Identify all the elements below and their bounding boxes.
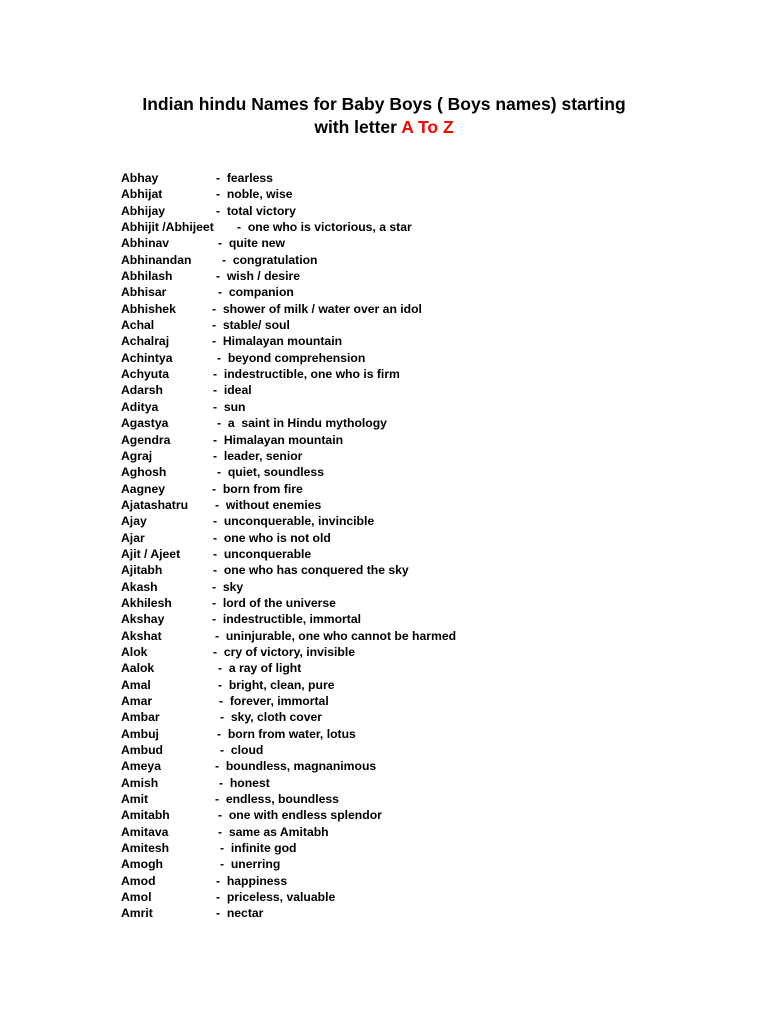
baby-name: Abhijit /Abhijeet: [121, 220, 214, 235]
document-title: [0, 93, 768, 139]
name-meaning: - companion: [218, 285, 294, 300]
baby-name: Amol: [121, 890, 152, 905]
baby-name: Aditya: [121, 399, 159, 414]
baby-name: Ajay: [121, 514, 147, 529]
name-entry: [0, 415, 768, 431]
baby-name: Ajitabh: [121, 563, 163, 578]
name-meaning: - shower of milk / water over an idol: [212, 301, 422, 316]
name-entry: [0, 595, 768, 611]
baby-name: Abhishek: [121, 301, 176, 316]
name-entry: [0, 889, 768, 905]
name-entry: [0, 186, 768, 202]
name-meaning: - beyond comprehension: [217, 350, 366, 365]
baby-name: Ajar: [121, 530, 145, 545]
name-meaning: - uninjurable, one who cannot be harmed: [215, 628, 457, 643]
name-entry: [0, 432, 768, 448]
name-entry: [0, 284, 768, 300]
name-meaning: - boundless, magnanimous: [215, 759, 377, 774]
name-meaning: - unconquerable, invincible: [213, 514, 375, 529]
name-meaning: - one who is victorious, a star: [237, 220, 412, 235]
name-meaning: - happiness: [216, 873, 288, 888]
name-entry: [0, 301, 768, 317]
baby-name: Abhilash: [121, 269, 173, 284]
baby-name: Akshay: [121, 612, 165, 627]
baby-name: Amal: [121, 677, 151, 692]
title-line-2-prefix: with letter: [314, 117, 402, 137]
baby-name: Ameya: [121, 759, 161, 774]
name-entry: [0, 235, 768, 251]
baby-name: Aghosh: [121, 465, 167, 480]
title-line-2: [0, 116, 768, 139]
name-meaning: - same as Amitabh: [218, 824, 329, 839]
name-entry: [0, 791, 768, 807]
name-meaning: - forever, immortal: [219, 694, 329, 708]
baby-name: Abhisar: [121, 285, 167, 300]
name-entry: [0, 824, 768, 840]
name-meaning: - Himalayan mountain: [212, 334, 343, 349]
baby-name: Achyuta: [121, 367, 170, 382]
name-entry: [0, 856, 768, 872]
baby-name: Akhilesh: [121, 595, 172, 610]
baby-name: Achalraj: [121, 334, 170, 349]
baby-name: Achintya: [121, 350, 173, 365]
name-entry: [0, 481, 768, 497]
name-meaning: - congratulation: [222, 252, 318, 267]
name-entry: [0, 709, 768, 725]
name-entry: [0, 807, 768, 823]
name-entry: [0, 905, 768, 921]
baby-name: Agendra: [121, 432, 171, 447]
baby-name: Amar: [121, 694, 153, 708]
name-entry: [0, 693, 768, 709]
name-entry: [0, 726, 768, 742]
baby-name: Ambar: [121, 710, 160, 725]
name-meaning: - unerring: [220, 857, 281, 872]
baby-name: Ajatashatru: [121, 497, 189, 512]
name-entry: [0, 677, 768, 693]
name-meaning: - one with endless splendor: [218, 808, 382, 823]
baby-name: Ajit / Ajeet: [121, 546, 181, 561]
baby-name: Amrit: [121, 906, 153, 921]
name-meaning: - stable/ soul: [212, 318, 290, 333]
name-meaning: - sky: [212, 579, 244, 594]
name-entry: [0, 579, 768, 595]
name-meaning: - leader, senior: [213, 448, 303, 463]
name-meaning: - bright, clean, pure: [218, 677, 335, 692]
baby-name: Amit: [121, 792, 149, 807]
name-entry: [0, 530, 768, 546]
name-meaning: - one who has conquered the sky: [213, 563, 409, 578]
name-entry: [0, 268, 768, 284]
baby-name: Agastya: [121, 416, 169, 431]
baby-name: Amish: [121, 775, 159, 790]
name-entry: [0, 513, 768, 529]
name-entry: [0, 660, 768, 676]
name-meaning: - born from fire: [212, 481, 303, 496]
name-meaning: - born from water, lotus: [217, 726, 356, 741]
baby-name: Amod: [121, 873, 156, 888]
baby-name: Akash: [121, 579, 158, 594]
name-meaning: - one who is not old: [213, 530, 331, 545]
baby-name: Abhinav: [121, 236, 170, 251]
name-entry: [0, 758, 768, 774]
name-entry: [0, 382, 768, 398]
name-meaning: - Himalayan mountain: [213, 432, 344, 447]
name-entry: [0, 219, 768, 235]
name-meaning: - unconquerable: [213, 546, 312, 561]
baby-name: Abhinandan: [121, 252, 192, 267]
name-entry: [0, 252, 768, 268]
baby-name: Ambuj: [121, 726, 159, 741]
name-entry: [0, 644, 768, 660]
baby-name: Amitava: [121, 824, 169, 839]
name-meaning: - ideal: [213, 383, 252, 398]
name-entry: [0, 203, 768, 219]
name-meaning: - cry of victory, invisible: [213, 644, 356, 659]
name-entry: [0, 497, 768, 513]
name-entry: [0, 840, 768, 856]
name-meaning: - cloud: [220, 743, 264, 758]
name-meaning: - infinite god: [220, 841, 297, 856]
name-meaning: - quiet, soundless: [217, 465, 324, 480]
name-entry: [0, 628, 768, 644]
name-meaning: - honest: [219, 775, 270, 790]
name-meaning: - indestructible, one who is firm: [213, 367, 400, 382]
name-meaning: - a saint in Hindu mythology: [217, 416, 387, 431]
name-meaning: - lord of the universe: [212, 595, 336, 610]
baby-name: Abhijat: [121, 187, 163, 202]
baby-name: Abhijay: [121, 203, 166, 218]
name-meaning: - priceless, valuable: [216, 890, 336, 905]
name-entry: [0, 399, 768, 415]
name-meaning: - indestructible, immortal: [212, 612, 361, 627]
name-entry: [0, 317, 768, 333]
title-line-1: Indian hindu Names for Baby Boys ( Boys names) starting: [142, 94, 626, 114]
name-entry: [0, 170, 768, 186]
name-meaning: - endless, boundless: [215, 792, 339, 807]
name-entry: [0, 873, 768, 889]
baby-name: Aalok: [121, 661, 155, 676]
name-entry: [0, 448, 768, 464]
name-meaning: - without enemies: [215, 497, 322, 512]
name-meaning: - quite new: [218, 236, 286, 251]
baby-name: Achal: [121, 318, 155, 333]
name-meaning: - noble, wise: [216, 187, 293, 202]
baby-name: Aagney: [121, 481, 166, 496]
name-meaning: - sun: [213, 399, 246, 414]
baby-name: Adarsh: [121, 383, 163, 398]
name-meaning: - wish / desire: [216, 269, 300, 284]
name-entry: [0, 742, 768, 758]
baby-name: Agraj: [121, 448, 153, 463]
baby-name: Amitabh: [121, 808, 170, 823]
name-meaning: - nectar: [216, 906, 264, 921]
name-entry: [0, 546, 768, 562]
baby-name: Alok: [121, 644, 148, 659]
name-meaning: - sky, cloth cover: [220, 710, 323, 725]
name-entry: [0, 333, 768, 349]
baby-name: Amitesh: [121, 841, 170, 856]
name-entry: [0, 350, 768, 366]
baby-name: Ambud: [121, 743, 163, 758]
name-meaning: - a ray of light: [218, 661, 302, 676]
baby-name: Akshat: [121, 628, 162, 643]
name-meaning: - total victory: [216, 203, 296, 218]
name-entry: [0, 464, 768, 480]
names-list: [0, 170, 768, 922]
name-meaning: - fearless: [216, 171, 273, 185]
name-entry: [0, 366, 768, 382]
title-accent-range: A To Z: [401, 117, 454, 137]
name-entry: [0, 775, 768, 791]
baby-name: Amogh: [121, 857, 163, 872]
name-entry: [0, 611, 768, 627]
baby-name: Abhay: [121, 171, 159, 185]
name-entry: [0, 562, 768, 578]
